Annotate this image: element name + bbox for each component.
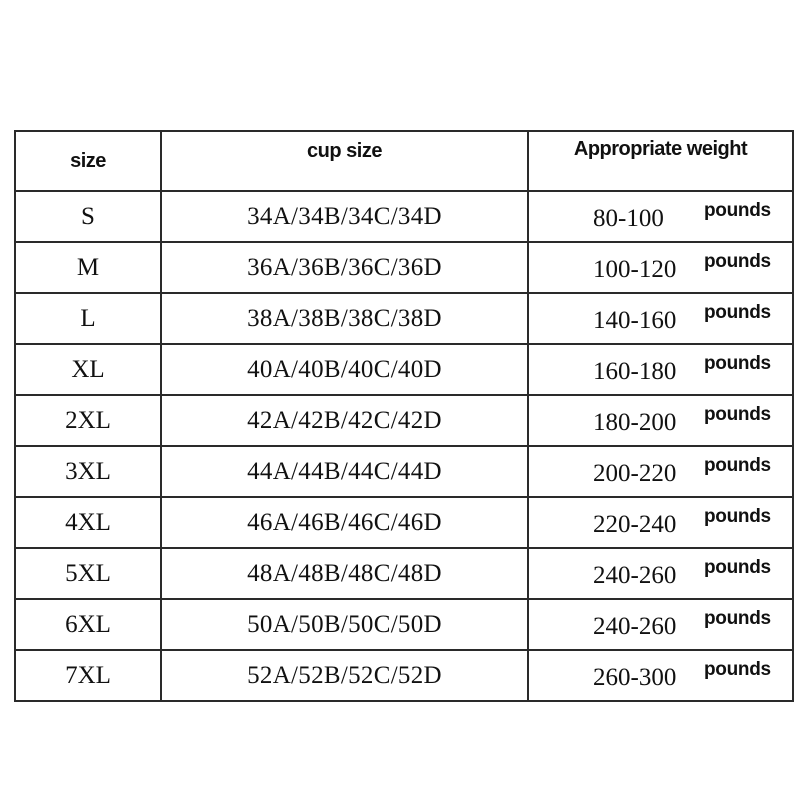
weight-unit: pounds [704,659,771,680]
size-cell: M [15,242,161,293]
weight-unit: pounds [704,200,771,221]
table-row [15,293,793,344]
cup-size-cell: 42A/42B/42C/42D [161,395,528,446]
weight-unit: pounds [704,608,771,629]
weight-cell [528,191,793,242]
table-row [15,650,793,701]
table-row [15,191,793,242]
cup-size-cell: 40A/40B/40C/40D [161,344,528,395]
weight-unit: pounds [704,302,771,323]
weight-cell [528,344,793,395]
weight-cell [528,395,793,446]
cup-size-cell: 44A/44B/44C/44D [161,446,528,497]
header-appropriate-weight: Appropriate weight [528,131,793,191]
weight-unit: pounds [704,251,771,272]
weight-cell [528,650,793,701]
table-row [15,599,793,650]
weight-range: 100-120 [593,256,677,283]
cup-size-cell: 36A/36B/36C/36D [161,242,528,293]
cup-size-cell: 38A/38B/38C/38D [161,293,528,344]
weight-range: 240-260 [593,562,677,589]
size-cell: 7XL [15,650,161,701]
weight-unit: pounds [704,455,771,476]
weight-range: 260-300 [593,664,677,691]
cup-size-cell: 48A/48B/48C/48D [161,548,528,599]
weight-range: 160-180 [593,358,677,385]
weight-unit: pounds [704,353,771,374]
weight-cell [528,497,793,548]
weight-cell [528,599,793,650]
weight-unit: pounds [704,404,771,425]
weight-range: 200-220 [593,460,677,487]
header-cup-size: cup size [161,131,528,191]
table-row [15,395,793,446]
table-row [15,344,793,395]
weight-range: 240-260 [593,613,677,640]
cup-size-cell: 52A/52B/52C/52D [161,650,528,701]
size-cell: S [15,191,161,242]
weight-range: 220-240 [593,511,677,538]
table-row [15,242,793,293]
table-row [15,446,793,497]
weight-range: 140-160 [593,307,677,334]
weight-cell [528,446,793,497]
table-body [15,191,793,701]
size-cell: XL [15,344,161,395]
table-header [15,131,793,191]
table-row [15,497,793,548]
header-size: size [15,131,161,191]
weight-range: 180-200 [593,409,677,436]
size-cell: 4XL [15,497,161,548]
cup-size-cell: 50A/50B/50C/50D [161,599,528,650]
weight-unit: pounds [704,557,771,578]
weight-cell [528,242,793,293]
weight-range: 80-100 [593,205,664,232]
size-cell: 6XL [15,599,161,650]
size-cell: 3XL [15,446,161,497]
cup-size-cell: 34A/34B/34C/34D [161,191,528,242]
weight-cell [528,293,793,344]
header-row [15,131,793,191]
size-cell: 5XL [15,548,161,599]
weight-cell [528,548,793,599]
size-cell: 2XL [15,395,161,446]
size-chart-table [14,130,794,702]
size-cell: L [15,293,161,344]
weight-unit: pounds [704,506,771,527]
table-row [15,548,793,599]
cup-size-cell: 46A/46B/46C/46D [161,497,528,548]
